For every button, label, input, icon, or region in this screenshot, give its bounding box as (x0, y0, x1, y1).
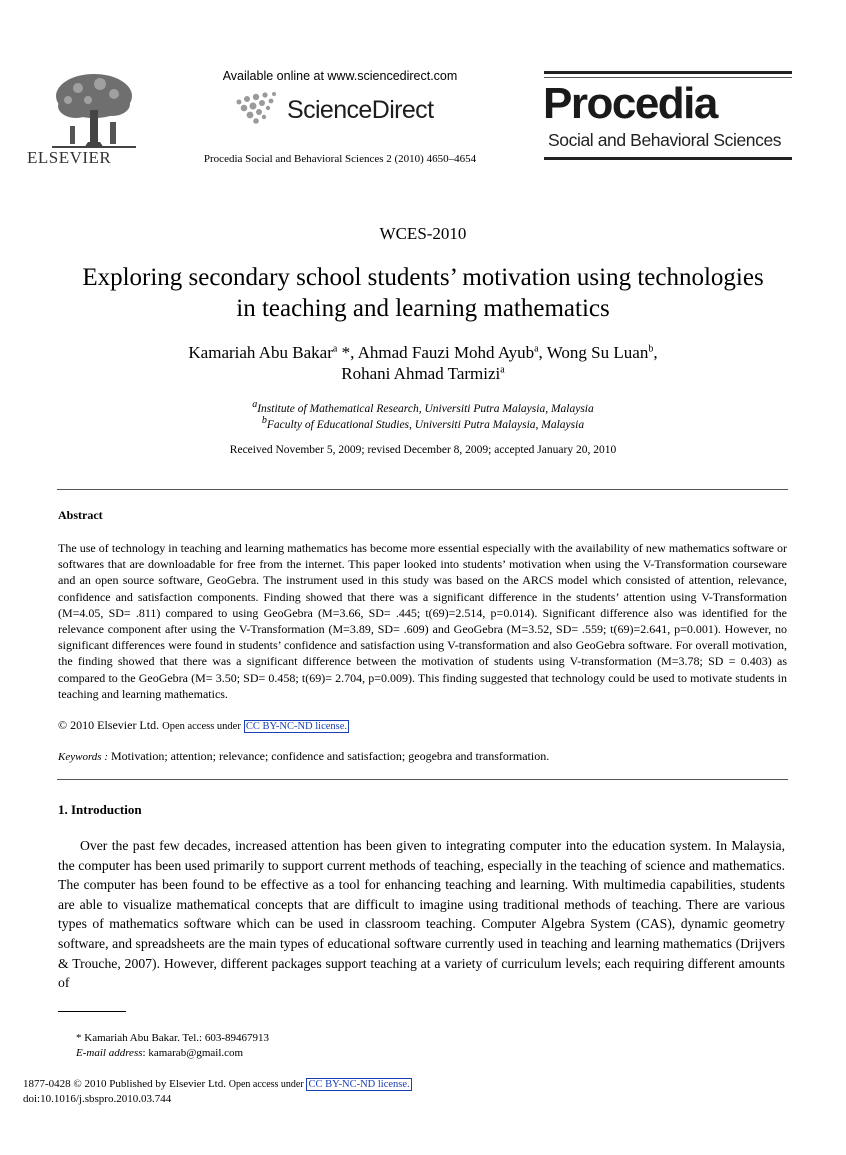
procedia-top-rule (544, 71, 792, 74)
journal-reference: Procedia Social and Behavioral Sciences 2 (2010) 4650–4654 (203, 153, 477, 165)
paper-title-line: Exploring secondary school students’ motivation using technologies (82, 264, 764, 291)
abstract-body: The use of technology in teaching and learning mathematics has become more essential especially with the availability of new mathematics software or softwares that are downloadable for free from the internet. This paper looked into students’ motivation when using the V-Transformation courseware and an open source software, GeoGebra. The instrument used in this study was based on the ARCS model which consisted of attention, relevance, confidence and satisfaction components. Finding showed that there was a significant difference in the students’ attention using V-Transformation (M=4.05, SD= .811) compared to using GeoGebra (M=3.66, SD= .445; t(69)=2.514, p=0.014). Significant difference also was identified for the relevance component after using the V-Transformation (M=3.89, SD= .609) and GeoGebra (M=3.52, SD= .559; t(69)=2.641, p=0.001). However, no significant differences were found in students’ confidence and satisfaction using V-transformation and also GeoGebra software. For overall motivation, the finding showed that there was a significant difference between the motivation of students using V-transformation (M=3.78; SD = 0.403) as compared to the GeoGebra (M= 3.50; SD= 0.458; t(69)= 2.704, p=0.009). This finding suggested that technology could be used to motivate students in teaching and learning mathematics. (58, 541, 787, 701)
author-affil-mark: a (332, 343, 338, 355)
procedia-thin-rule (544, 77, 792, 78)
abstract-heading: Abstract (58, 508, 103, 522)
keywords-label: Keywords : (58, 751, 109, 763)
affiliation-text: Institute of Mathematical Research, Universiti Putra Malaysia, Malaysia (257, 403, 594, 415)
author-affil-mark: a (534, 343, 539, 355)
author-separator: , (653, 343, 658, 362)
open-access-text: Open access under (162, 721, 241, 732)
email-value: : kamarab@gmail.com (142, 1047, 244, 1059)
footnote-rule (58, 1011, 126, 1012)
procedia-title: Procedia (543, 79, 717, 128)
divider (57, 779, 788, 780)
sciencedirect-brand: ScienceDirect (287, 96, 434, 124)
keywords-text: Motivation; attention; relevance; confidence and satisfaction; geogebra and transformation. (111, 749, 550, 763)
paper-title-line: in teaching and learning mathematics (236, 295, 610, 322)
open-access-text: Open access under (228, 1079, 304, 1090)
paper-title (40, 262, 806, 324)
affiliation-mark: b (261, 415, 267, 427)
procedia-bottom-rule (544, 157, 792, 160)
affiliations (100, 401, 746, 433)
conference-name: WCES-2010 (379, 224, 467, 243)
affiliation-line (100, 401, 746, 417)
divider (57, 489, 788, 490)
license-link[interactable]: CC BY-NC-ND license. (245, 721, 348, 732)
elsevier-tree-logo-icon (48, 70, 140, 150)
author-name: Kamariah Abu Bakar (188, 343, 333, 362)
email-label: E-mail address (76, 1047, 143, 1059)
elsevier-wordmark: ELSEVIER (27, 148, 112, 167)
license-link[interactable]: CC BY-NC-ND license. (308, 1079, 410, 1090)
affiliation-text: Faculty of Educational Studies, Universiti Putra Malaysia, Malaysia (266, 419, 585, 431)
footnote-corresponding-author: * Kamariah Abu Bakar. Tel.: 603-89467913 (76, 1032, 270, 1044)
author-affil-mark: a (500, 364, 505, 376)
received-dates: Received November 5, 2009; revised December 8, 2009; accepted January 20, 2010 (229, 444, 617, 456)
affiliation-line (100, 417, 746, 433)
author-separator: *, (337, 343, 358, 362)
section-heading-introduction: 1. Introduction (58, 802, 142, 817)
keywords-line (58, 749, 549, 764)
copyright-text: © 2010 Elsevier Ltd. (58, 718, 160, 732)
copyright-line (58, 718, 349, 733)
author-name: Ahmad Fauzi Mohd Ayub (357, 343, 535, 362)
issn-line (23, 1078, 412, 1090)
author-name: Wong Su Luan (546, 343, 649, 362)
available-online-text: Available online at www.sciencedirect.com (222, 69, 458, 83)
author-affil-mark: b (648, 343, 654, 355)
introduction-body: Over the past few decades, increased attention has been given to integrating computer into the education system. In Malaysia, the computer has been used primarily to support current methods of teaching, especially in the teaching of science and mathematics. The computer has been found to be effective as a tool for enhancing teaching and learning. With multimedia capabilities, students are able to visualize mathematical concepts that are difficult to imagine using traditional methods of teaching. There are various types of mathematics software which can be used in classroom teaching. Computer Algebra System (CAS), dynamic geometry software, and spreadsheets are the main types of educational software currently used in teaching and learning mathematics (Drijvers & Trouche, 2007). However, different packages support teaching at a variety of curriculum levels; each requiring different amounts of (58, 838, 785, 991)
issn-text: 1877-0428 © 2010 Published by Elsevier Ltd. (23, 1078, 226, 1090)
affiliation-mark: a (252, 399, 258, 411)
procedia-subtitle: Social and Behavioral Sciences (548, 130, 782, 150)
footnote-email (76, 1047, 243, 1059)
doi-line: doi:10.1016/j.sbspro.2010.03.744 (23, 1093, 172, 1105)
author-separator: , (538, 343, 547, 362)
author-name: Rohani Ahmad Tarmizi (341, 364, 501, 383)
author-list (60, 342, 786, 384)
